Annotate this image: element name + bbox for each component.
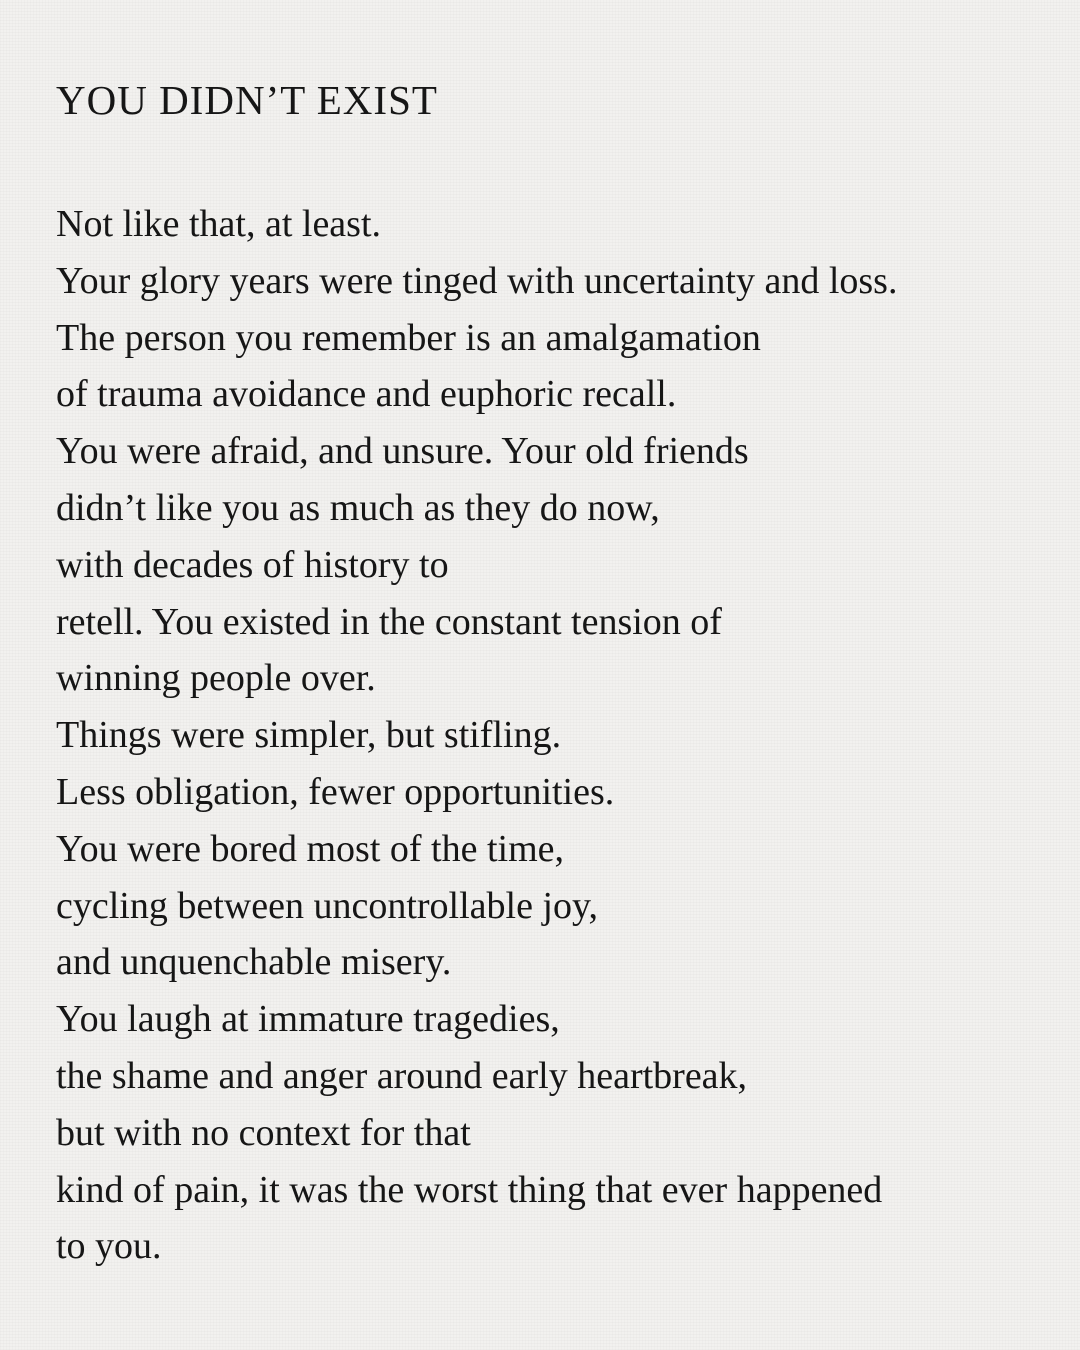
poem-line-11: Less obligation, fewer opportunities. bbox=[56, 770, 615, 813]
poem-line-9: winning people over. bbox=[56, 657, 376, 700]
poem-line-19: to you. bbox=[56, 1225, 162, 1268]
poem-line-13: cycling between uncontrollable joy, bbox=[56, 884, 599, 927]
poem-line-8: retell. You existed in the constant tension of bbox=[56, 600, 722, 643]
poem-line-18: kind of pain, it was the worst thing that ever happened bbox=[56, 1168, 883, 1211]
poem-line-4: of trauma avoidance and euphoric recall. bbox=[56, 373, 677, 416]
poem-line-3: The person you remember is an amalgamation bbox=[56, 316, 761, 359]
poem-line-1: Not like that, at least. bbox=[56, 203, 382, 245]
poem-line-2: Your glory years were tinged with uncertainty and loss. bbox=[56, 259, 898, 302]
poem-line-7: with decades of history to bbox=[56, 543, 449, 586]
poem-line-5: You were afraid, and unsure. Your old friends bbox=[56, 430, 749, 473]
poem-line-14: and unquenchable misery. bbox=[56, 941, 452, 984]
poem-line-12: You were bored most of the time, bbox=[56, 827, 565, 870]
poem-title: YOU DIDN’T EXIST bbox=[56, 77, 438, 123]
poem-line-6: didn’t like you as much as they do now, bbox=[56, 486, 660, 529]
poem-body bbox=[56, 196, 1040, 1275]
poem-line-15: You laugh at immature tragedies, bbox=[56, 998, 560, 1041]
poem-line-16: the shame and anger around early heartbreak, bbox=[56, 1054, 748, 1097]
poem-line-17: but with no context for that bbox=[56, 1111, 471, 1154]
poem-line-10: Things were simpler, but stifling. bbox=[56, 714, 562, 757]
